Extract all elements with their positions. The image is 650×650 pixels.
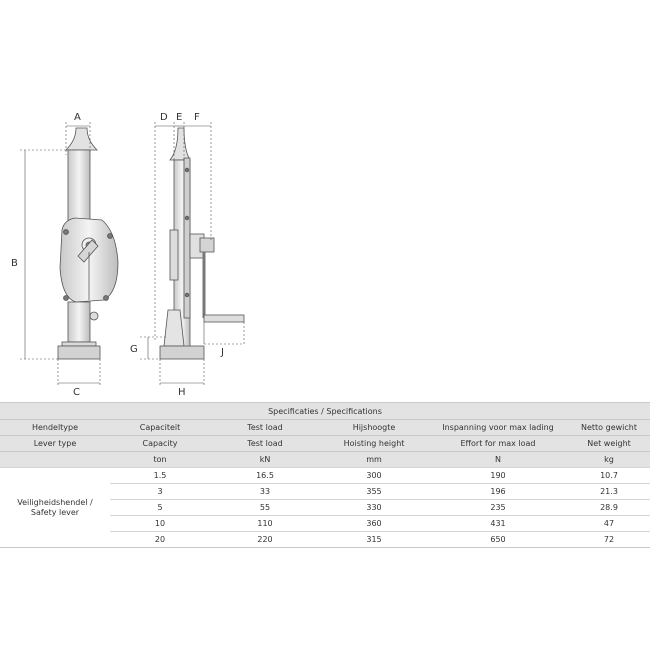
lever-type-line1: Veiligheidshendel / [17, 497, 93, 507]
table-cell: 28.9 [568, 500, 650, 516]
dim-label-a: A [74, 112, 81, 123]
header-cell: Effort for max load [428, 436, 568, 452]
specifications-table-wrapper [0, 402, 650, 548]
header-cell: Net weight [568, 436, 650, 452]
table-row [0, 468, 650, 484]
dim-label-h: H [178, 387, 186, 398]
unit-cell [0, 452, 110, 468]
table-cell: 431 [428, 516, 568, 532]
table-cell: 220 [210, 532, 320, 548]
header-cell: Capacity [110, 436, 210, 452]
lever-type-cell [0, 468, 110, 548]
header-cell: Netto gewicht [568, 420, 650, 436]
table-title: Specificaties / Specifications [0, 403, 650, 420]
table-cell: 10 [110, 516, 210, 532]
table-cell: 235 [428, 500, 568, 516]
header-cell: Hijshoogte [320, 420, 428, 436]
dim-label-f: F [194, 112, 200, 123]
unit-cell: N [428, 452, 568, 468]
front-view [58, 128, 118, 359]
table-cell: 16.5 [210, 468, 320, 484]
header-cell: Lever type [0, 436, 110, 452]
dim-label-b: B [11, 258, 18, 269]
table-cell: 33 [210, 484, 320, 500]
side-view [160, 128, 244, 359]
table-cell: 10.7 [568, 468, 650, 484]
table-cell: 196 [428, 484, 568, 500]
table-units-row [0, 452, 650, 468]
dim-label-g: G [130, 344, 138, 355]
table-cell: 3 [110, 484, 210, 500]
lever-type-line2: Safety lever [30, 507, 80, 517]
table-header-row-dutch [0, 420, 650, 436]
header-cell: Capaciteit [110, 420, 210, 436]
dim-label-j: J [221, 347, 224, 358]
header-cell: Test load [210, 436, 320, 452]
table-cell: 72 [568, 532, 650, 548]
header-cell: Hoisting height [320, 436, 428, 452]
table-cell: 5 [110, 500, 210, 516]
table-cell: 360 [320, 516, 428, 532]
header-cell: Hendeltype [0, 420, 110, 436]
table-cell: 650 [428, 532, 568, 548]
unit-cell: kN [210, 452, 320, 468]
unit-cell: ton [110, 452, 210, 468]
table-header-row-english [0, 436, 650, 452]
header-cell: Inspanning voor max lading [428, 420, 568, 436]
header-cell: Test load [210, 420, 320, 436]
table-title-row [0, 403, 650, 420]
table-cell: 110 [210, 516, 320, 532]
unit-cell: mm [320, 452, 428, 468]
table-cell: 190 [428, 468, 568, 484]
dim-label-c: C [73, 387, 80, 398]
table-cell: 55 [210, 500, 320, 516]
table-cell: 315 [320, 532, 428, 548]
table-cell: 1.5 [110, 468, 210, 484]
table-cell: 330 [320, 500, 428, 516]
dim-label-e: E [176, 112, 183, 123]
specifications-table [0, 402, 650, 548]
table-cell: 20 [110, 532, 210, 548]
table-cell: 300 [320, 468, 428, 484]
rack-jack-technical-drawing [0, 100, 650, 400]
table-cell: 355 [320, 484, 428, 500]
dim-label-d: D [160, 112, 168, 123]
table-cell: 47 [568, 516, 650, 532]
unit-cell: kg [568, 452, 650, 468]
table-cell: 21.3 [568, 484, 650, 500]
